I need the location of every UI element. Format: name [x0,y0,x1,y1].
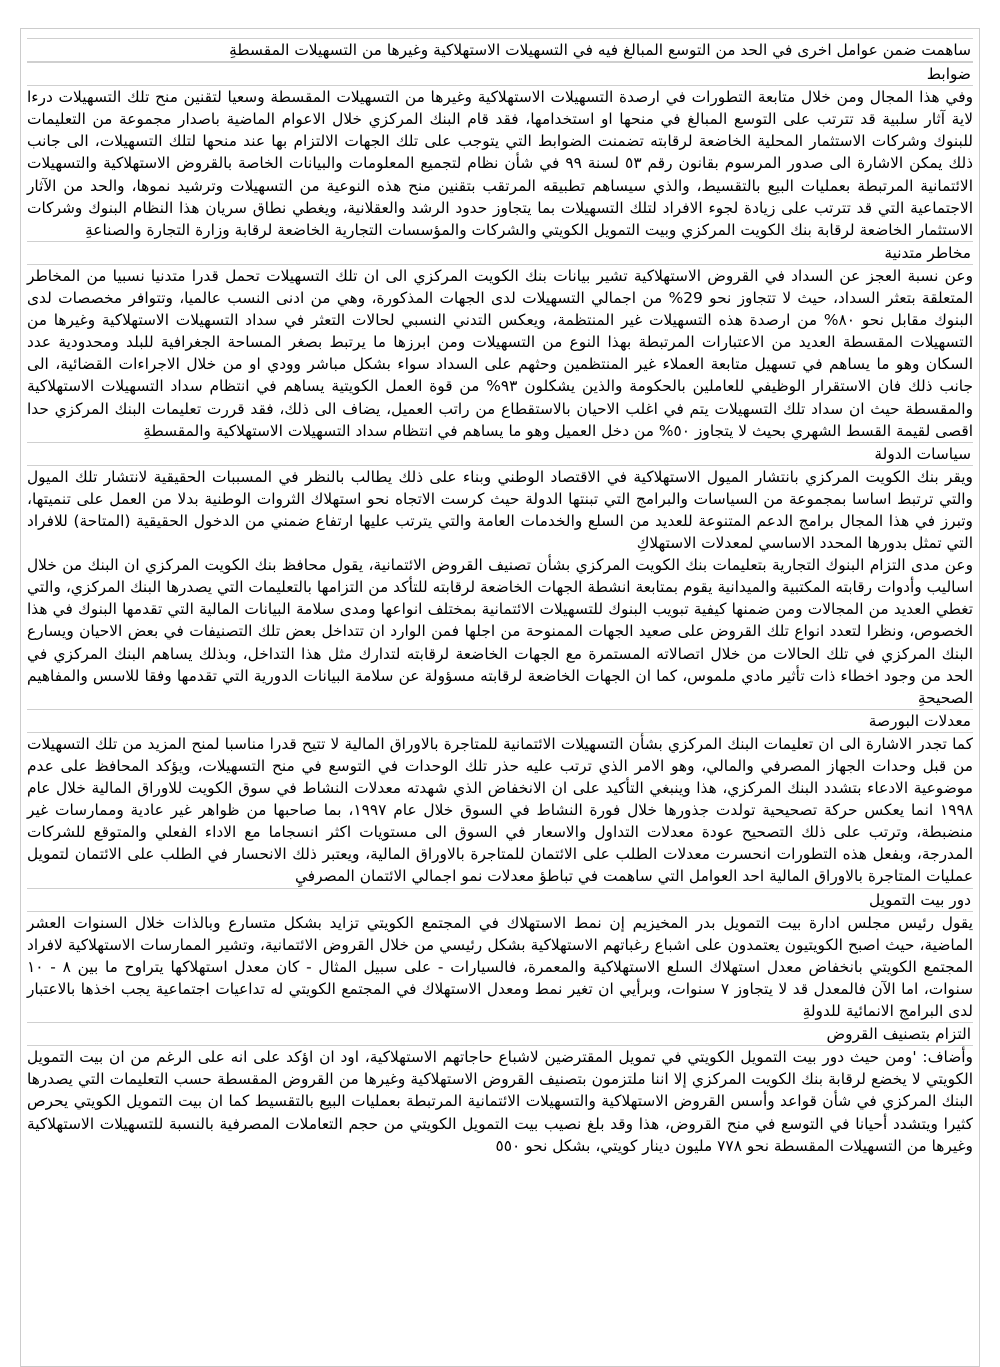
section-title: مخاطر متدنية [27,241,973,265]
section-title: ضوابط [27,62,973,86]
article-column [21,29,979,1157]
section-title: ساهمت ضمن عوامل اخرى في الحد من التوسع المبالغ فيه في التسهيلات الاستهلاكية وغيرها من التسهيلات المقسطةِ [27,38,973,62]
section-paragraph: كما تجدر الاشارة الى ان تعليمات البنك المركزي بشأن التسهيلات الائتمانية للمتاجرة بالاوراق المالية لا تتيح قدرا مناسبا لمنح المزيد من تلك التسهيلات من قبل وحدات الجهاز المصرفي والمالي، وهو الامر الذي ترتب عليه حذر تلك الوحدات في التوسع في منح التسهيلات، ويؤكد المحافظ على عدم موضوعية الادعاء بتشدد البنك المركزي، هذا وينبغي التأكيد على ان الانخفاض الذي شهدته معدلات النشاط في سوق الكويت للاوراق المالية خلال عام ١٩٩٨ انما يعكس حركة تصحيحية تولدت جذورها خلال فورة النشاط في السوق خلال عام ١٩٩٧، بما صاحبها من ظواهر غير عادية وممارسات غير منضبطة، وترتب على ذلك التصحيح عودة معدلات التداول والاسعار في السوق الى مستويات اكثر انسجاما مع الاداء الفعلي والمتوقع للشركات المدرجة، وبفعل هذه التطورات انحسرت معدلات الطلب على الائتمان للمتاجرة بالاوراق المالية، ويعتبر ذلك الانحسار في الطلب على الائتمان لتمويل عمليات المتاجرة بالاوراق المالية احد العوامل التي ساهمت في تباطؤ معدلات نمو اجمالي الائتمان المصرفيِ [27,734,974,886]
section-title: دور بيت التمويل [27,888,973,912]
section-title: التزام بتصنيف القروض [27,1022,973,1046]
section-title: معدلات البورصة [27,709,973,733]
document-page [20,28,980,1367]
section-title: سياسات الدولة [27,442,973,466]
section-paragraph: وفي هذا المجال ومن خلال متابعة التطورات في ارصدة التسهيلات الاستهلاكية وغيرها من التسهيلات المقسطة وسعيا لتقنين منح تلك التسهيلات درءا لاية آثار سلبية قد تترتب على التوسع المبالغ في منحها او استخدامها، فقد قام البنك المركزي خلال الاعوام الماضية باصدار مجموعة من التعليمات للبنوك وشركات الاستثمار المحلية الخاضعة لرقابته تضمنت الضوابط التي يتوجب على تلك الجهات الالتزام بها عند منحها لتلك التسهيلات، الى جانب ذلك يمكن الاشارة الى صدور المرسوم بقانون رقم ٥٣ لسنة ٩٩ في شأن نظام لتجميع المعلومات والبيانات الخاصة بالقروض الاستهلاكية والتسهيلات الائتمانية المرتبطة بعمليات البيع بالتقسيط، والذي سيساهم تطبيقه المرتقب بتقنين منح هذه النوعية من التسهيلات وترشيد نموها، والحد من الآثار الاجتماعية التي قد تترتب على زيادة لجوء الافراد لتلك التسهيلات بما يتجاوز حدود الرشد والعقلانية، ويغطي نطاق سريان هذا النظام البنوك وشركات الاستثمار الخاضعة لرقابة بنك الكويت المركزي وبيت التمويل الكويتي والشركات والمؤسسات التجارية الخاضعة لرقابة وزارة التجارة والصناعةِ [27,88,973,239]
section-paragraph: يقول رئيس مجلس ادارة بيت التمويل بدر المخيزيم إن نمط الاستهلاك في المجتمع الكويتي تزايد بشكل متسارع وبالذات خلال السنوات العشر الماضية، حيث اصبح الكويتيون يعتمدون على اشباع رغباتهم الاستهلاكية بشكل رئيسي من خلال القروض الائتمانية، وتشير الممارسات الاستهلاكية لافراد المجتمع الكويتي بانخفاض معدل استهلاك السلع الاستهلاكية والمعمرة، فالسيارات - على سبيل المثال - كان معدل استهلاكها يتراوح ما بين ٨ - ١٠ سنوات، اما الآن فالمعدل قد لا يتجاوز ٧ سنوات، وبرأيي ان تغير نمط ومعدل الاستهلاك في المجتمع الكويتي له تداعيات اجتماعية يجب اخذها بالاعتبار لدى البرامج الانمائية للدولةِ [27,913,973,1021]
section-paragraph: وأضاف: 'ومن حيث دور بيت التمويل الكويتي في تمويل المقترضين لاشباع حاجاتهم الاستهلاكية، اود ان اؤكد على انه على الرغم من ان بيت التمويل الكويتي لا يخضع لرقابة بنك الكويت المركزي إلا اننا ملتزمون بتصنيف القروض الاستهلاكية وغيرها من القروض المقسطة حسب التعليمات التي يصدرها البنك المركزي في شأن قواعد وأسس القروض الاستهلاكية والتسهيلات الائتمانية المرتبطة بعمليات البيع بالتقسيط كما ان بيت التمويل الكويتي يحرص كثيرا ويتشدد أحيانا في التوسع في منح القروض، هذا وقد بلغ نصيب بيت التمويل الكويتي من حجم التعاملات المصرفية بالنسبة للتسهيلات الاستهلاكية وغيرها من التسهيلات المقسطة نحو ٧٧٨ مليون دينار كويتي، بشكل نحو ٥٥٠ [27,1048,973,1155]
section-paragraph: ويقر بنك الكويت المركزي بانتشار الميول الاستهلاكية في الاقتصاد الوطني وبناء على ذلك يطالب بالنظر في المسببات الحقيقية لانتشار تلك الميول والتي ترتبط اساسا بمجموعة من السياسات والبرامج التي تبنتها الدولة حيث كرست الاتجاه نحو استهلاك الثروات الوطنية بدلا من العمل على تنميتها، وتبرز في هذا المجال برامج الدعم المتنوعة للعديد من السلع والخدمات العامة والتي يترتب عليها ارتفاع ضمني من الدخول الحقيقية (المتاحة) للافراد التي تمثل بدورها المحدد الاساسي لمعدلات الاستهلاكِ وعن مدى التزام البنوك التجارية بتعليمات بنك الكويت المركزي بشأن تصنيف القروض الائتمانية، يقول محافظ بنك الكويت المركزي ان البنك من خلال اساليب وأدوات رقابته المكتبية والميدانية يقوم بمتابعة انشطة الجهات الخاضعة لرقابته للتأكد من التزامها بالتعليمات التي يصدرها البنك المركزي، والتي تغطي العديد من المجالات ومن ضمنها كيفية تبويب البنوك للتسهيلات الائتمانية بمختلف انواعها ومدى سلامة البيانات المالية التي تقدمها البنوك في هذا الخصوص، ونظرا لتعدد انواع تلك القروض على صعيد الجهات الممنوحة من اجلها فمن الوارد ان تتداخل بعض تلك التصنيفات في بعض الاحيان ويسارع البنك المركزي في تلك الحالات من خلال اتصالاته المستمرة مع الجهات الخاضعة لرقابته لتدارك مثل هذا التداخل، وبذلك يساهم البنك المركزي في الحد من وجود اخطاء ذات تأثير مادي ملموس، كما ان الجهات الخاضعة لرقابته مسؤولة عن سلامة البيانات الدورية التي تقدمها وفقا للاسس والمفاهيم الصحيحةِ [27,467,973,707]
section-paragraph: وعن نسبة العجز عن السداد في القروض الاستهلاكية تشير بيانات بنك الكويت المركزي الى ان تلك التسهيلات تحمل قدرا متدنيا نسبيا من المخاطر المتعلقة بتعثر السداد، حيث لا تتجاوز نحو 29% من اجمالي التسهيلات لدى الجهات المذكورة، وهي من ادنى النسب عالميا، وتتوافر مخصصات لدى البنوك مقابل نحو ٨٠% من ارصدة هذه التسهيلات غير المنتظمة، ويعكس التدني النسبي لحالات التعثر في سداد التسهيلات الاستهلاكية وغيرها من التسهيلات المقسطة العديد من الاعتبارات المرتبطة بهذا النوع من التسهيلات ومن ابرزها ما يرتبط بصغر المساحة الجغرافية للبلد ومحدودية عدد السكان وهو ما يساهم في تسهيل متابعة العملاء غير المنتظمين وحثهم على السداد سواء بشكل مباشر وودي او من خلال الاجراءات القضائية، الى جانب ذلك فان الاستقرار الوظيفي للعاملين بالحكومة والذين يشكلون ٩٣% من قوة العمل الكويتية يساهم في انتظام سداد التسهيلات الاستهلاكية والمقسطة حيث ان سداد تلك التسهيلات يتم في اغلب الاحيان بالاستقطاع من راتب العميل، يضاف الى ذلك، فقد قررت تعليمات البنك المركزي حدا اقصى لقيمة القسط الشهري بحيث لا يتجاوز ٥٠% من دخل العميل وهو ما يساهم في انتظام سداد التسهيلات الاستهلاكية والمقسطةِ [27,266,974,440]
